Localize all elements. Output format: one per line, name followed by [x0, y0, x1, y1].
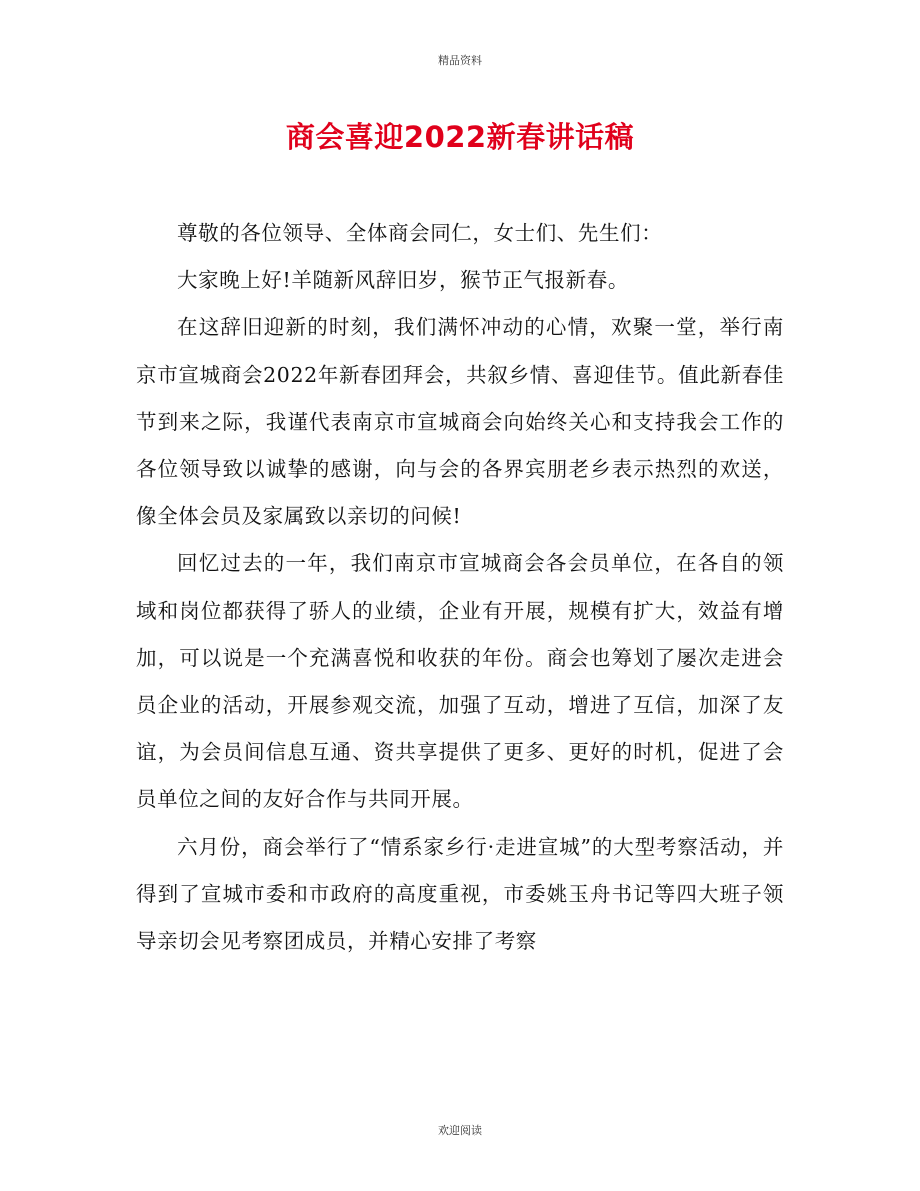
page-header: 精品资料	[438, 54, 482, 67]
paragraph-opening: 在这辞旧迎新的时刻，我们满怀冲动的心情，欢聚一堂，举行南京市宣城商会2022年新春团拜会，共叙乡情、喜迎佳节。值此新春佳节到来之际，我谨代表南京市宣城商会向始终关心和支持我会工作的各位领导致以诚挚的感谢，向与会的各界宾朋老乡表示热烈的欢送，像全体会员及家属致以亲切的问候!	[136, 315, 784, 529]
document-body	[136, 210, 784, 965]
paragraph-june-event: 六月份，商会举行了“情系家乡行·走进宣城”的大型考察活动，并得到了宣城市委和市政府的高度重视，市委姚玉舟书记等四大班子领导亲切会见考察团成员，并精心安排了考察	[136, 834, 784, 954]
page-footer: 欢迎阅读	[438, 1124, 482, 1137]
paragraph-salutation: 尊敬的各位领导、全体商会同仁，女士们、先生们：	[177, 221, 663, 245]
paragraph-review: 回忆过去的一年，我们南京市宣城商会各会员单位，在各自的领域和岗位都获得了骄人的业绩，企业有开展，规模有扩大，效益有增加，可以说是一个充满喜悦和收获的年份。商会也筹划了屡次走进会员企业的活动，开展参观交流，加强了互动，增进了互信，加深了友谊，为会员间信息互通、资共享提供了更多、更好的时机，促进了会员单位之间的友好合作与共同开展。	[136, 551, 784, 812]
document-title: 商会喜迎2022新春讲话稿	[285, 120, 635, 154]
paragraph-greeting: 大家晚上好!羊随新风辞旧岁，猴节正气报新春。	[177, 268, 629, 293]
